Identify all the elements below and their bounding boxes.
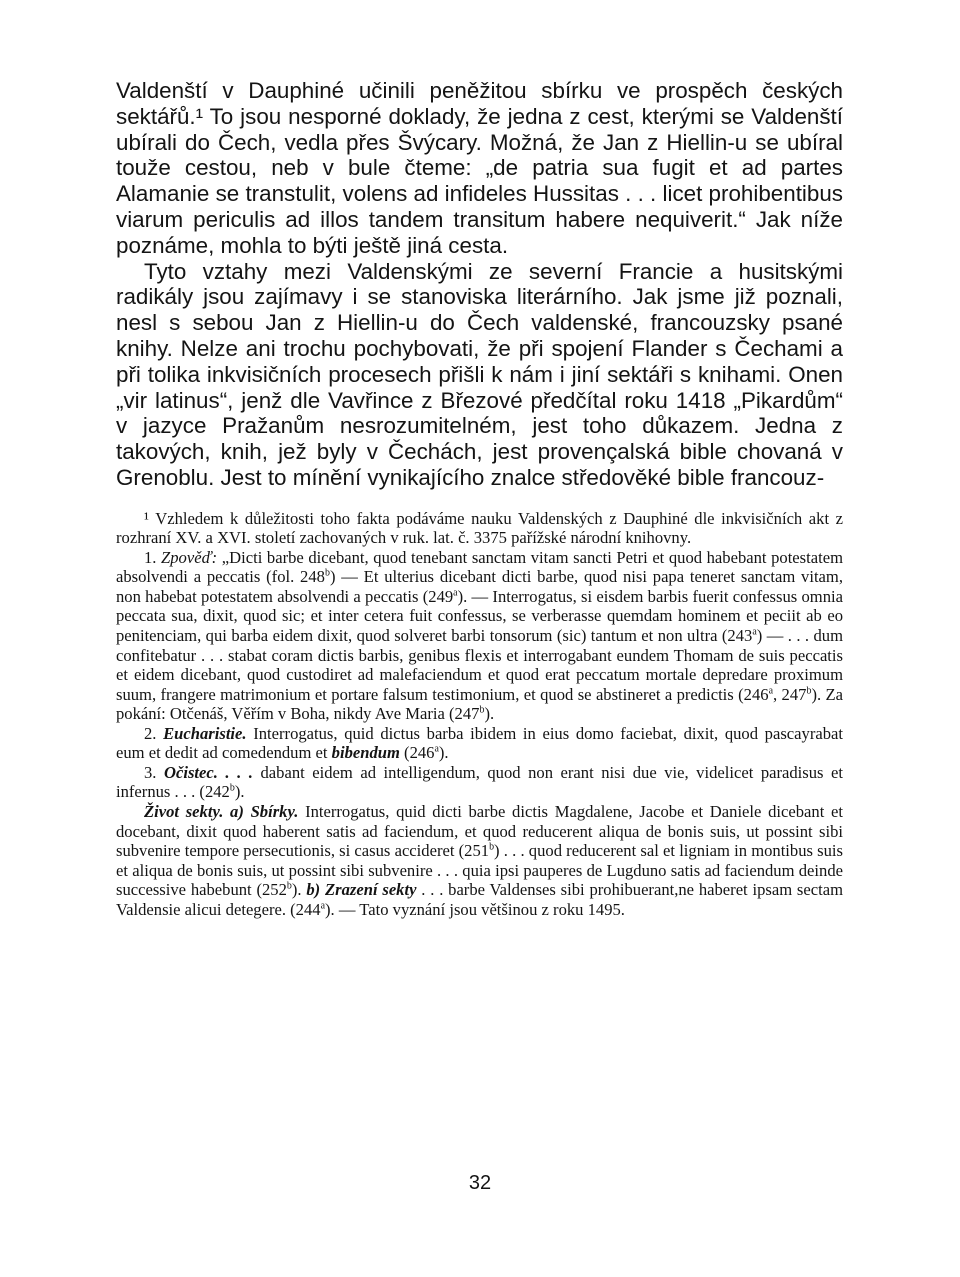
paragraph-2: Tyto vztahy mezi Valdenskými ze severní Francie a husitskými radikály jsou zajímavy i se stanoviska literárního. Jak jsme již poznali, nesl s sebou Jan z Hiellin-u do Čech valdenské, francouzsky psané knihy. Nelze ani trochu pochybovati, že při spojení Flander s Čechami a při tolika inkvisičních procesech přišli k nám i jiní sektáři s knihami. Onen „vir latinus“, jenž dle Vavřince z Březové předčítal roku 1418 „Pikardům“ v jazyce Pražanům nesrozumitelném, jest toho důkazem. Jedna z takových, knih, jež byly v Čechách, jest provençalská bible chovaná v Grenoblu. Jest to mínění vynikajícího znalce středověké bible francouz- [116, 258, 843, 490]
footnote-text: (246 [404, 743, 435, 763]
footnote-text: ). — Tato vyznání jsou většinou z roku 1495. [325, 899, 625, 919]
footnote-text: ) — . . . dum confitebatur . . . stabat coram dictis barbis, genibus flexis et interrogabant eundem Thomam de suis peccatis et eidem dicebant, quod custodiret ad malefaciendum et quod erat peccatum mortale depredare proximum suum, frangere matrimonium et portare falsum testimonium, et quod se abstineret a predictis (246 [116, 626, 843, 704]
footnote-text: ). [484, 704, 495, 724]
footnote-intro: ¹ Vzhledem k důležitosti toho fakta podáváme nauku Valdenských z Dauphiné dle inkvisičních akt z rozhraní XV. a XVI. století zachovaných v ruk. lat. č. 3375 pařížské národní knihovny. [116, 508, 843, 548]
paragraph-1: Valdenští v Dauphiné učinili peněžitou sbírku ve prospěch českých sektářů.¹ To jsou nesporné doklady, že jedna z cest, kterými se Valdenští ubírali do Čech, vedla přes Švýcary. Možná, že Jan z Hiellin-u se ubíral touže cestou, neb v bule čteme: „de patria sua fugit et ad partes Alamanie se transtulit, volens ad infideles Hussitas . . . licet prohibentibus viarum periculis ad illos tandem transitum habere nequiverit.“ Jak níže poznáme, mohla to býti ještě jiná cesta. [116, 78, 843, 258]
section-title: Očistec. . . . [164, 762, 253, 782]
folio-sup: b [479, 704, 485, 716]
footnote-text: ). [438, 743, 449, 763]
section-number: 2. [144, 723, 157, 743]
footnote-text: ) . . . quod reducerent sal et ligniam in montibus suis et aliqua de bonis suis, ut possint sibi subvenire . . . quia ipsi pauperes de Lugduno satis ad faciendum deinde successive habebunt (252 [116, 841, 843, 900]
footnote [116, 509, 843, 919]
footnote-text: ). [234, 782, 245, 802]
page-number: 32 [468, 1172, 492, 1194]
footnote-text: . . . barbe Valdenses sibi prohibuerant,ne haberet ipsam sectam Valdensie alicui detegere. (244 [116, 880, 843, 919]
footnote-section-confession [116, 548, 843, 724]
section-number: 3. [144, 762, 157, 782]
folio-sup: b [806, 685, 812, 697]
footnote-text: Interrogatus, quid dicti barbe dictis Magdalene, Jacobe et Daniele dicebant et docebant, dixit quod haberent satis ad faciendum, et quod reducerent aliqua de bonis suis, ut possint sibi subvenire tempore persecutionis, si casus accideret (251 [116, 801, 843, 861]
section-title: b) Zrazení sekty [306, 880, 417, 900]
footnote-text: „Dicti barbe dicebant, quod tenebant sanctam vitam sancti Petri et quod habebant potestatem absolvendi a peccatis (fol. 248 [116, 547, 843, 587]
footnote-text: ) — Et ulterius dicebant dicti barbe, quod nisi papa teneret sanctam vitam, non habebat potestatem absolvendi a peccatis (249 [116, 567, 843, 606]
main-text [116, 78, 843, 491]
footnote-text: dabant eidem ad intelligendum, quod non erant nisi due vie, videlicet paradisus et infernus . . . (242 [116, 762, 844, 802]
folio-sup: b [489, 841, 495, 853]
folio-sup: a [768, 685, 773, 697]
folio-sup: a [752, 626, 757, 638]
page [116, 78, 843, 919]
emphasis: bibendum [331, 743, 400, 763]
footnote-text: ). — Interrogatus, si eisdem barbis fuerit confessus omnia peccata sua, dixit, quod sic; et inter cetera fuit confessus, se verberasse quemdam hominem et peciit ab eo penitenciam, qui barba eidem dixit, quod solveret barbi tonsorum (sic) tantum et non ultra (243 [116, 586, 843, 646]
folio-sup: a [434, 743, 439, 755]
footnote-section-eucharist [116, 724, 843, 763]
footnote-text: ). Za pokání: Otčenáš, Věřím v Boha, nikdy Ave Maria (247 [116, 684, 844, 724]
footnote-text: Interrogatus, quid dictus barba ibidem in eius domo faciebat, dixit, quod pascayrabat eum et dedit ad comedendum et [116, 723, 843, 763]
footnote-section-sect-life [116, 802, 843, 919]
section-title: Eucharistie. [163, 723, 247, 743]
section-number: 1. [144, 547, 157, 567]
footnote-section-purgatory [116, 763, 843, 802]
folio-sup: b [229, 782, 235, 794]
footnote-text: , 247 [773, 684, 807, 704]
folio-sup: a [453, 587, 458, 599]
section-title: Zpověď: [161, 547, 218, 567]
section-title: Život sekty. a) Sbírky. [144, 801, 299, 821]
folio-sup: a [320, 900, 325, 912]
folio-sup: b [324, 567, 330, 579]
folio-sup: b [286, 880, 292, 892]
footnote-text: ). [291, 880, 302, 900]
